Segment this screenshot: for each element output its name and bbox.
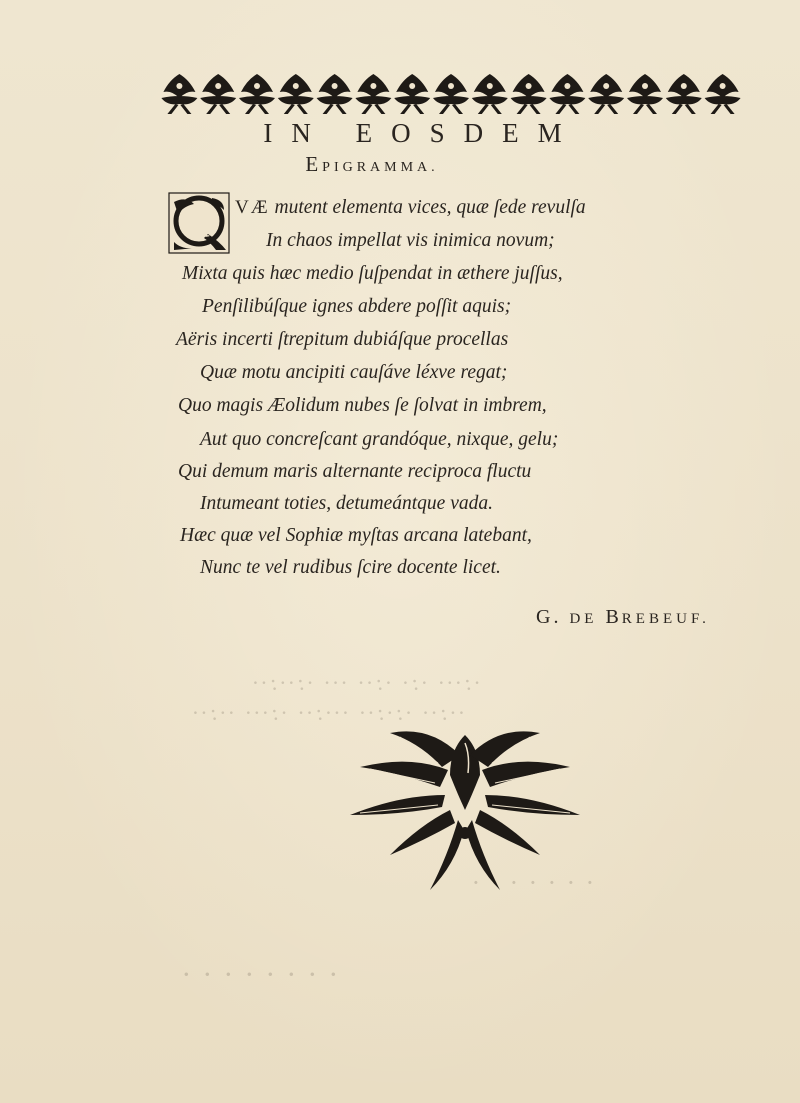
poem-line: Intumeant toties, detumeántque vada. [200, 493, 493, 514]
signature-surname-rest: REBEUF. [621, 611, 710, 627]
show-through-text: · · · · · · · · [180, 958, 338, 991]
poem-line: In chaos impellat vis inimica novum; [266, 230, 555, 251]
show-through-text: · · · · · · · [470, 868, 594, 897]
poem-line: Aëris incerti ſtrepitum dubiáſque procellas [176, 329, 509, 350]
author-signature [536, 606, 710, 629]
fleuron-icon [588, 74, 624, 114]
fleuron-icon [355, 74, 391, 114]
drop-cap-q [168, 192, 230, 254]
fleuron-icon [666, 74, 702, 114]
signature-surname-initial: B [605, 606, 622, 628]
fleuron-icon [472, 74, 508, 114]
fleuron-icon [239, 74, 275, 114]
poem-line-1-caps: VÆ [235, 197, 270, 218]
poem-line: Aut quo concreſcant grandóque, nixque, gelu; [200, 429, 559, 450]
poem-line: Quæ motu ancipiti cauſáve léxve regat; [200, 362, 508, 383]
poem-line-1-rest: mutent elementa vices, quæ ſede revulſa [269, 197, 586, 218]
page-title: IN EOSDEM [263, 118, 581, 148]
signature-particle: DE [569, 611, 598, 627]
subtitle [0, 152, 772, 177]
signature-initial: G. [536, 606, 562, 628]
poem-line: Hæc quæ vel Sophiæ myſtas arcana latebant, [180, 525, 532, 546]
fleuron-icon [161, 74, 197, 114]
fleuron-icon [317, 74, 353, 114]
poem-line: Nunc te vel rudibus ſcire docente licet. [200, 557, 501, 578]
svg-text:Q: Q [188, 206, 210, 239]
head-ornament-band [160, 70, 742, 116]
fleuron-icon [200, 74, 236, 114]
fleuron-icon [627, 74, 663, 114]
fleuron-icon [705, 74, 741, 114]
subtitle-rest: PIGRAMMA. [322, 160, 439, 175]
fleuron-icon [278, 74, 314, 114]
subtitle-initial: E [305, 152, 323, 176]
fleuron-icon [433, 74, 469, 114]
poem-line-1 [235, 197, 586, 219]
fleuron-icon [511, 74, 547, 114]
show-through-text: ·:··· ·:· ·:·· ··· ·:··:·· [250, 670, 481, 695]
poem-line: Qui demum maris alternante reciproca fluctu [178, 461, 532, 482]
poem-line: Mixta quis hæc medio ſuſpendat in æthere juſſus, [182, 263, 563, 284]
poem-line: Quo magis Æolidum nubes ſe ſolvat in imbrem, [178, 395, 547, 416]
fleuron-icon [394, 74, 430, 114]
poem-line: Penſilibúſque ignes abdere poſſit aquis; [202, 296, 512, 317]
show-through-text: ··:·· ·:·:·· ···:·· ·:··· ··:·· [190, 700, 465, 725]
fleuron-icon [549, 74, 585, 114]
tailpiece-ornament [330, 715, 600, 905]
